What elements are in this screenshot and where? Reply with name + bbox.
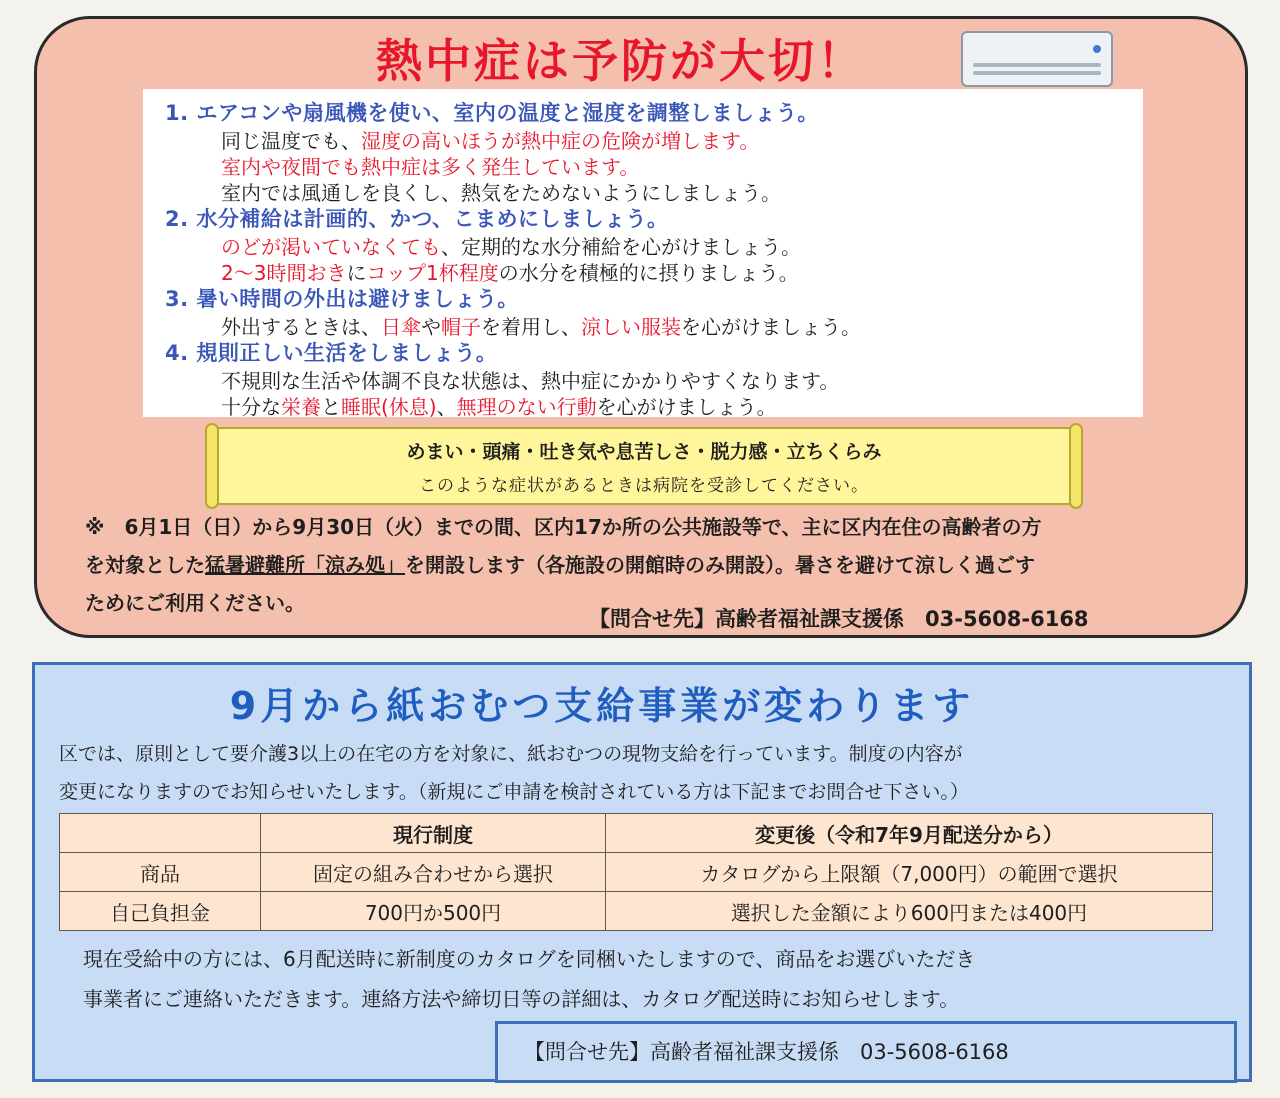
tip-2-line-2: 2～3時間おきにコップ1杯程度の水分を積極的に摂りましょう。 [221,261,799,285]
table-header-current: 現行制度 [261,814,606,853]
heat-contact: 【問合せ先】高齢者福祉課支援係 03-5608-6168 [589,607,1089,631]
tip-4-line-1: 不規則な生活や体調不良な状態は、熱中症にかかりやすくなります。 [221,369,840,393]
cooling-shelter-note-2: を対象とした猛暑避難所「涼み処」を開設します（各施設の開館時のみ開設）。暑さを避けて涼しく過ごす [85,553,1035,577]
heat-stroke-panel [34,16,1248,638]
scroll-curl-right [1069,423,1083,509]
tip-1-line-3: 室内では風通しを良くし、熱気をためないようにしましょう。 [221,181,781,205]
table-cell: 商品 [60,853,261,892]
table-cell: カタログから上限額（7,000円）の範囲で選択 [606,853,1213,892]
table-header-blank [60,814,261,853]
tip-3-line-1: 外出するときは、日傘や帽子を着用し、涼しい服装を心がけましょう。 [221,315,861,339]
heat-title: 熱中症は予防が大切！ [376,34,866,88]
table-cell: 固定の組み合わせから選択 [261,853,606,892]
symptoms-list: めまい・頭痛・吐き気や息苦しさ・脱力感・立ちくらみ [406,441,882,463]
symptoms-banner [211,427,1077,505]
diaper-contact: 【問合せ先】高齢者福祉課支援係 03-5608-6168 [495,1021,1237,1083]
air-conditioner-icon [961,31,1113,87]
table-row [60,892,1213,931]
tip-2-line-1: のどが渇いていなくても、定期的な水分補給を心がけましょう。 [221,235,801,259]
cooling-shelter-note-1: ※ 6月1日（日）から9月30日（火）までの間、区内17か所の公共施設等で、主に区内在住の高齢者の方 [85,515,1042,539]
table-cell: 自己負担金 [60,892,261,931]
tip-4-line-2: 十分な栄養と睡眠(休息)、無理のない行動を心がけましょう。 [221,395,777,419]
table-cell: 700円か500円 [261,892,606,931]
tips-box [143,89,1143,417]
table-cell: 選択した金額により600円または400円 [606,892,1213,931]
tip-2-heading: 2. 水分補給は計画的、かつ、こまめにしましょう。 [165,207,669,231]
cooling-shelter-note-3: ためにご利用ください。 [85,591,305,615]
table-header-row [60,814,1213,853]
tip-1-line-2: 室内や夜間でも熱中症は多く発生しています。 [221,155,640,179]
diaper-body-1: 現在受給中の方には、6月配送時に新制度のカタログを同梱いたしますので、商品をお選びいただき [83,947,976,971]
tip-3-heading: 3. 暑い時間の外出は避けましょう。 [165,287,519,311]
scroll-curl-left [205,423,219,509]
diaper-panel [32,662,1252,1082]
tip-1-heading: 1. エアコンや扇風機を使い、室内の温度と湿度を調整しましょう。 [165,101,819,125]
diaper-intro-2: 変更になりますのでお知らせいたします。（新規にご申請を検討されている方は下記までお問合せ下さい。） [59,781,969,803]
tip-1-line-1: 同じ温度でも、湿度の高いほうが熱中症の危険が増します。 [221,129,760,153]
comparison-table [59,813,1213,931]
diaper-intro-1: 区では、原則として要介護3以上の在宅の方を対象に、紙おむつの現物支給を行っています。制度の内容が [59,743,963,765]
diaper-body-2: 事業者にご連絡いただきます。連絡方法や締切日等の詳細は、カタログ配送時にお知らせします。 [83,987,960,1011]
tip-4-heading: 4. 規則正しい生活をしましょう。 [165,341,498,365]
symptoms-note: このような症状があるときは病院を受診してください。 [419,476,869,496]
diaper-title: 9月から紙おむつ支給事業が変わります [229,684,975,728]
table-row [60,853,1213,892]
table-header-new: 変更後（令和7年9月配送分から） [606,814,1213,853]
